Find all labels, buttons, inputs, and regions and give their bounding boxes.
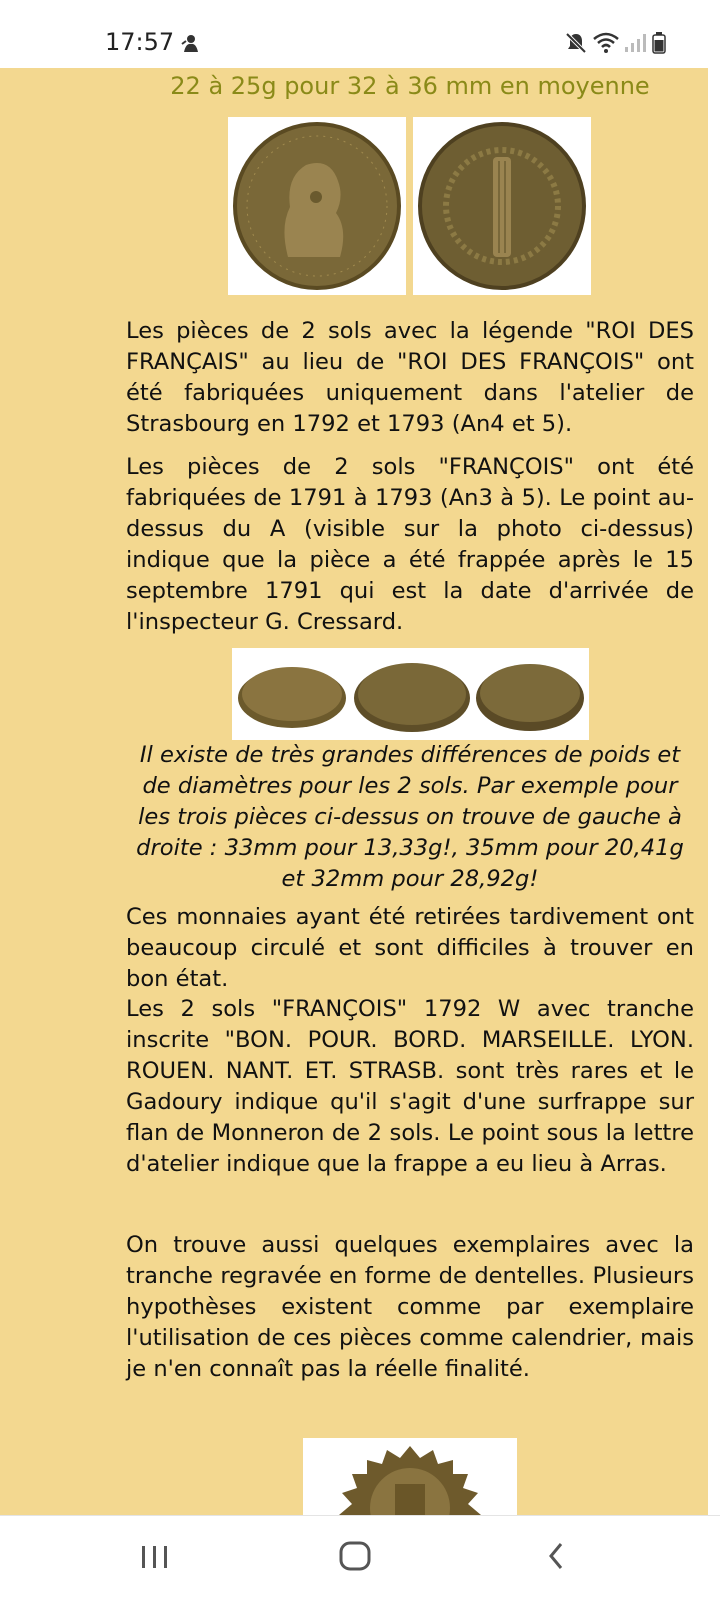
dentelle-coin-image <box>303 1438 517 1515</box>
home-icon[interactable] <box>338 1538 374 1578</box>
coins-caption: Il existe de très grandes différences de poids et de diamètres pour les 2 sols. Par exemple pour les trois pièces ci-dessus on trouve de gauche à droite : 33mm pour 13,33g!, 35mm pour 20,41g et 32mm pour 28,92g! <box>136 742 684 892</box>
coin-obverse-image <box>228 117 406 295</box>
back-icon[interactable] <box>545 1538 569 1578</box>
coin-reverse-image <box>413 117 591 295</box>
article-page <box>0 68 720 1515</box>
battery-icon <box>652 32 666 58</box>
status-time: 17:57 <box>105 28 175 56</box>
notification-icon <box>180 32 202 58</box>
paragraph-circulation: Ces monnaies ayant été retirées tardivement ont beaucoup circulé et sont difficiles à trouver en bon état. <box>126 904 694 992</box>
wifi-icon <box>592 31 620 59</box>
paragraph-roi-des-francais: Les pièces de 2 sols avec la légende "ROI DES FRANÇAIS" au lieu de "ROI DES FRANÇOIS" ont été fabriquées uniquement dans l'atelier de Strasbourg en 1792 et 1793 (An4 et 5). <box>126 318 694 437</box>
mute-icon <box>564 31 588 59</box>
three-coins-image <box>232 648 589 740</box>
weight-diameter-line: 22 à 25g pour 32 à 36 mm en moyenne <box>170 72 650 100</box>
page-right-edge <box>708 68 720 1515</box>
paragraph-dentelles: On trouve aussi quelques exemplaires avec la tranche regravée en forme de dentelles. Plusieurs hypothèses existent comme par exemplaire l'utilisation de ces pièces comme calendrier, mais je n'en connaît pas la réelle finalité. <box>126 1232 694 1382</box>
status-bar <box>0 0 720 68</box>
paragraph-tranche-inscrite: Les 2 sols "FRANÇOIS" 1792 W avec tranche inscrite "BON. POUR. BORD. MARSEILLE. LYON. ROUEN. NANT. ET. STRASB. sont très rares et le Gadoury indique qu'il s'agit d'une surfrappe sur flan de Monneron de 2 sols. Le point sous la lettre d'atelier indique que la frappe a eu lieu à Arras. <box>126 996 694 1177</box>
signal-icon <box>624 33 646 57</box>
navigation-bar <box>0 1515 720 1601</box>
paragraph-francois-dates: Les pièces de 2 sols "FRANÇOIS" ont été fabriquées de 1791 à 1793 (An3 à 5). Le point au-dessus du A (visible sur la photo ci-dessus) indique que la pièce a été frappée après le 15 septembre 1791 qui est la date d'arrivée de l'inspecteur G. Cressard. <box>126 454 694 635</box>
recent-apps-icon[interactable] <box>138 1538 172 1578</box>
